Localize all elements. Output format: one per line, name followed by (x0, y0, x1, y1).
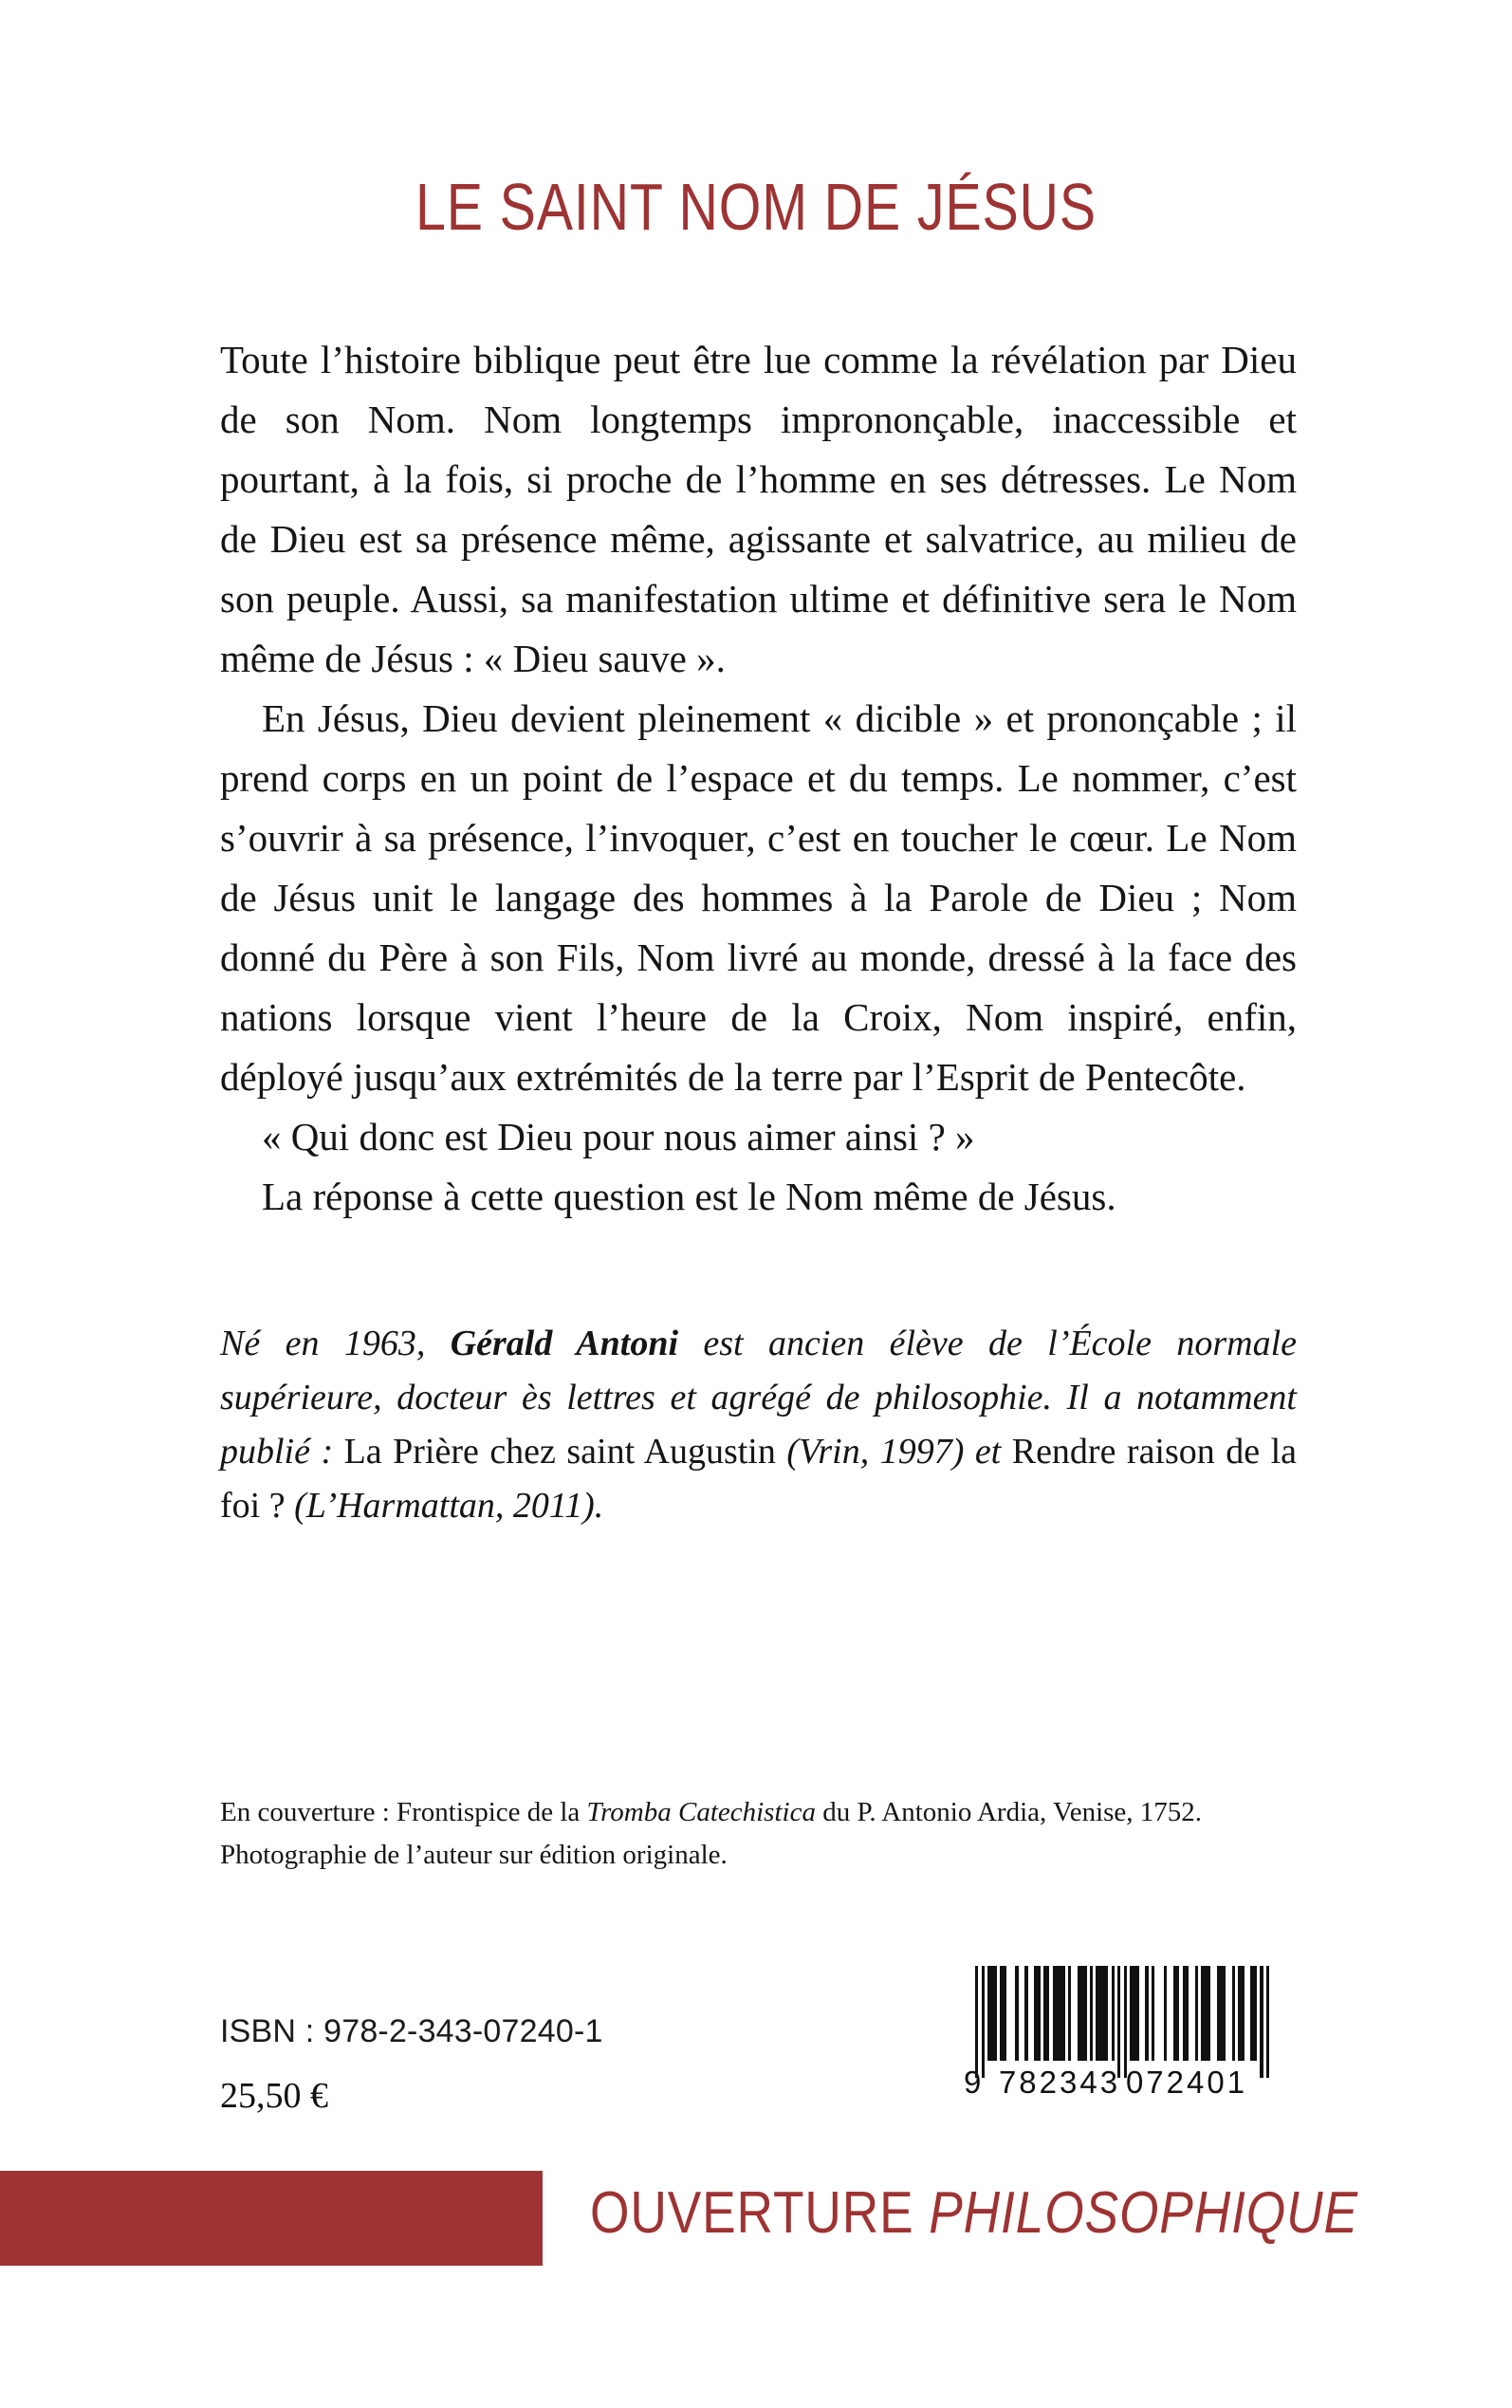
barcode-lead-digit: 9 (964, 2065, 985, 2100)
bio-after-name: est ancien élève de l’École normale supérieure, docteur ès lettres et agrégé de philosophie. Il a notamment publié : (220, 1324, 1297, 1472)
collection-banner (0, 2171, 1512, 2266)
cover-credit-line-2: Photographie de l’auteur sur édition originale. (220, 1840, 728, 1870)
barcode-left-group: 782343 (998, 2065, 1121, 2100)
collection-name (590, 2179, 1358, 2247)
credit-source-title: Tromba Catechistica (586, 1797, 816, 1827)
blurb-paragraph-3: « Qui donc est Dieu pour nous aimer ainsi ? » (262, 1115, 975, 1158)
bio-work-2-title: Rendre raison de la foi ? (220, 1432, 1298, 1526)
credit-suffix: du P. Antonio Ardia, Venise, 1752. (815, 1797, 1203, 1827)
isbn-text: ISBN : 978-2-343-07240-1 (220, 2013, 603, 2049)
bio-work-2-publisher: (L’Harmattan, 2011). (285, 1486, 604, 1526)
collection-word-2: PHILOSOPHIQUE (929, 2180, 1358, 2246)
author-name: Gérald Antoni (450, 1324, 679, 1363)
cover-credit (220, 1791, 1320, 1877)
barcode-right-group: 072401 (1125, 2065, 1248, 2100)
blurb-paragraph-1: Toute l’histoire biblique peut être lue comme la révélation par Dieu de son Nom. Nom longtemps imprononçable, inaccessible et pourtant, à la fois, si proche de l’homme en ses détresses. Le Nom de Dieu est sa présence même, agissante et salvatrice, au milieu de son peuple. Aussi, sa manifestation ultime et définitive sera le Nom même de Jésus : « Dieu sauve ». (220, 338, 1297, 680)
author-bio (220, 1317, 1297, 1533)
blurb-paragraph-4: La réponse à cette question est le Nom même de Jésus. (262, 1175, 1116, 1218)
price-text: 25,50 € (220, 2076, 328, 2116)
bio-lead: Né en 1963, (220, 1324, 451, 1363)
collection-word-1: OUVERTURE (590, 2180, 914, 2246)
barcode-digits (964, 2065, 1277, 2101)
cover-credit-line-1 (220, 1791, 1320, 1834)
banner-red-block (0, 2171, 543, 2266)
blurb-text (220, 330, 1297, 1227)
barcode (964, 1966, 1269, 2116)
blurb-paragraph-2: En Jésus, Dieu devient pleinement « dicible » et prononçable ; il prend corps en un point de l’espace et du temps. Le nommer, c’est s’ouvrir à sa présence, l’invoquer, c’est en toucher le cœur. Le Nom de Jésus unit le langage des hommes à la Parole de Dieu ; Nom donné du Père à son Fils, Nom livré au monde, dressé à la face des nations lorsque vient l’heure de la Croix, Nom inspiré, enfin, déployé jusqu’aux extrémités de la terre par l’Esprit de Pentecôte. (220, 696, 1297, 1099)
barcode-bars (975, 1966, 1269, 2078)
book-title: LE SAINT NOM DE JÉSUS (415, 170, 1097, 244)
credit-prefix: En couverture : Frontispice de la (220, 1797, 587, 1827)
bio-work-1-publisher: (Vrin, 1997) et (775, 1432, 1012, 1472)
bio-work-1-title: La Prière chez saint Augustin (343, 1432, 776, 1472)
